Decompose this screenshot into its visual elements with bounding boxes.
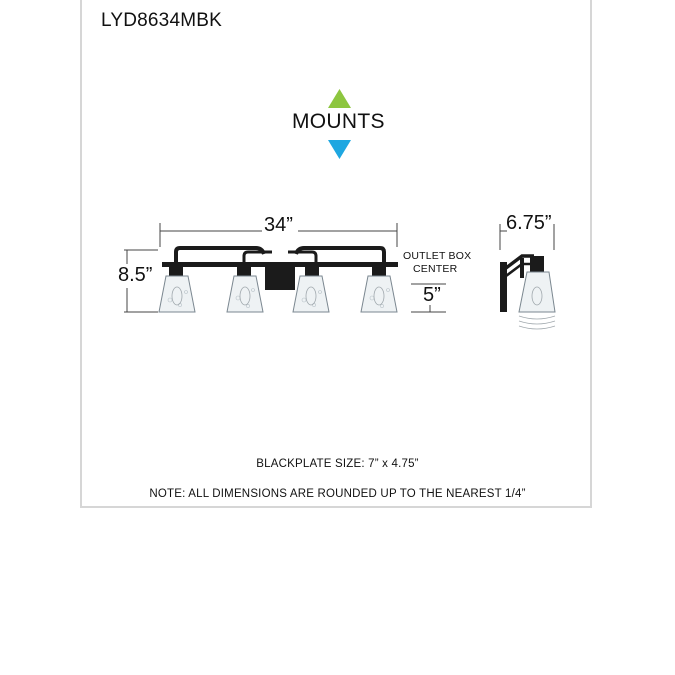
depth-dimension-label: 6.75” xyxy=(506,212,552,234)
dimension-note: NOTE: ALL DIMENSIONS ARE ROUNDED UP TO THE NEAREST 1/4” xyxy=(149,488,526,500)
width-dimension-label: 34” xyxy=(264,214,293,236)
mounts-label: MOUNTS xyxy=(292,110,385,133)
fixture-side-view xyxy=(500,256,555,329)
mount-down-arrow-icon xyxy=(328,140,351,159)
outlet-box-label-line1: OUTLET BOX xyxy=(403,250,472,262)
height-dimension-label: 8.5” xyxy=(118,264,153,286)
fixture-front-view xyxy=(159,248,398,312)
outlet-box-label-line2: CENTER xyxy=(413,263,458,275)
mount-up-arrow-icon xyxy=(328,89,351,108)
model-number: LYD8634MBK xyxy=(101,10,222,31)
backplate-size-text: BLACKPLATE SIZE: 7” x 4.75” xyxy=(256,458,419,470)
outlet-box-center-dimension: 5” xyxy=(423,284,441,306)
